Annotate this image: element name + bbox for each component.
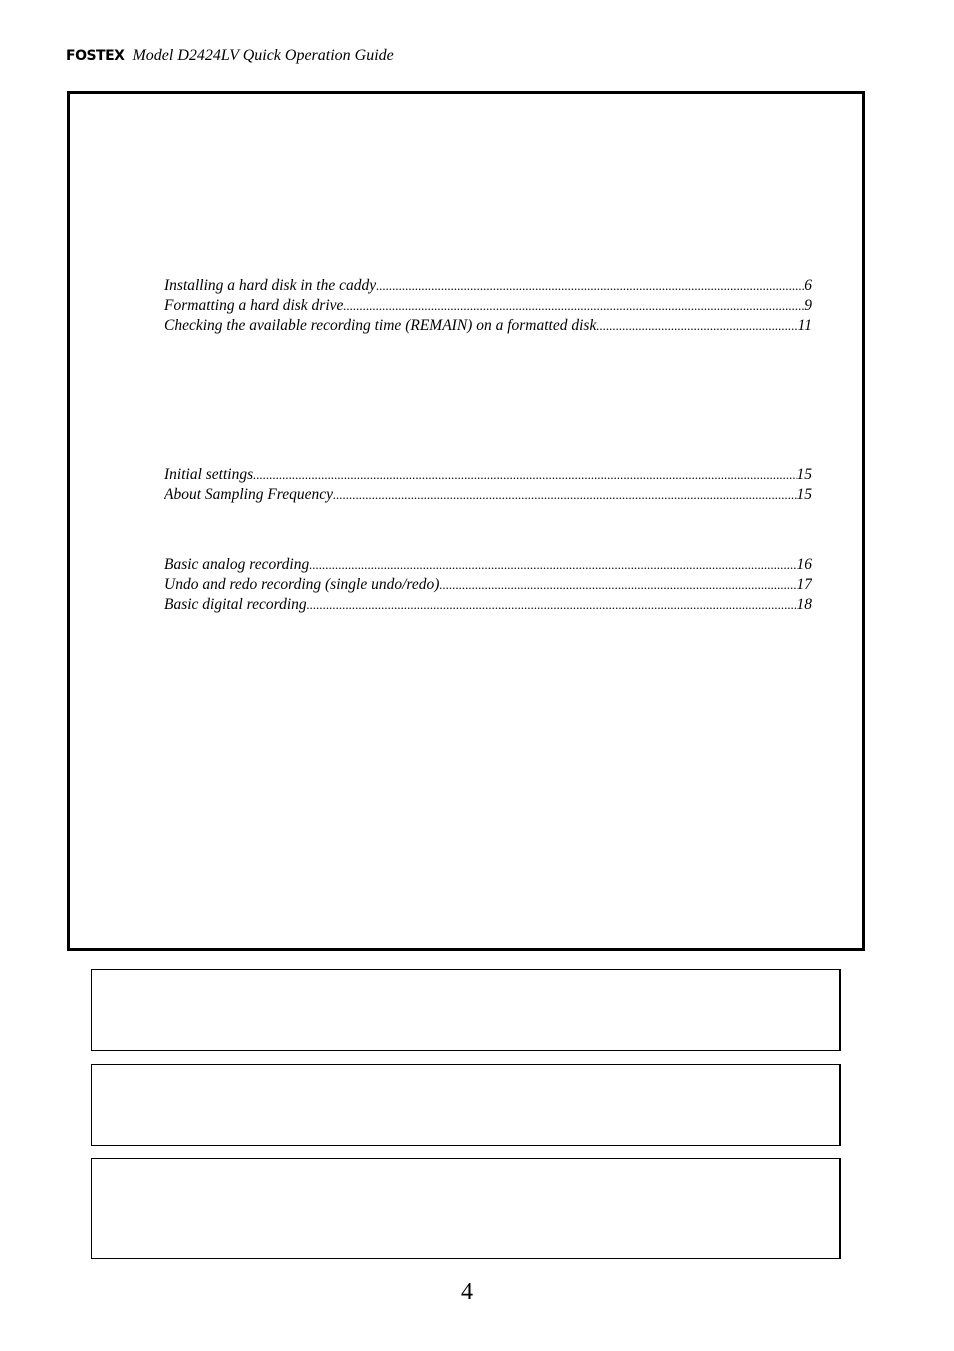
toc-entry-page: 16 — [796, 556, 812, 573]
toc-entry[interactable] — [164, 555, 812, 575]
toc-dot-leader — [307, 595, 797, 615]
toc-entry-page: 17 — [796, 576, 812, 593]
toc-dot-leader — [333, 485, 796, 505]
toc-entry-title: Undo and redo recording (single undo/redo) — [164, 576, 440, 593]
brand-logo: FOSTEX — [66, 48, 125, 64]
toc-dot-leader — [376, 276, 804, 296]
toc-dot-leader — [343, 296, 804, 316]
toc-dot-leader — [253, 465, 796, 485]
toc-dot-leader — [309, 555, 796, 575]
toc-group-disk — [164, 276, 812, 336]
page-number: 4 — [461, 1279, 473, 1305]
toc-entry[interactable] — [164, 316, 812, 336]
toc-entry-page: 15 — [796, 486, 812, 503]
toc-group-settings — [164, 465, 812, 505]
toc-entry-page: 15 — [796, 466, 812, 483]
toc-entry-page: 11 — [797, 317, 812, 334]
note-box-2 — [91, 1064, 841, 1146]
toc-entry-title: Checking the available recording time (REMAIN) on a formatted disk — [164, 317, 597, 334]
toc-entry-title: Basic digital recording — [164, 596, 307, 613]
toc-dot-leader — [439, 575, 796, 595]
toc-entry[interactable] — [164, 276, 812, 296]
page-header — [66, 44, 394, 68]
toc-entry-title: Basic analog recording — [164, 556, 310, 573]
toc-entry[interactable] — [164, 595, 812, 615]
toc-entry-title: Formatting a hard disk drive — [164, 297, 344, 314]
note-box-3 — [91, 1158, 841, 1259]
header-title: Model D2424LV Quick Operation Guide — [132, 47, 394, 64]
toc-entry[interactable] — [164, 296, 812, 316]
toc-entry[interactable] — [164, 465, 812, 485]
toc-group-recording — [164, 555, 812, 615]
toc-dot-leader — [596, 316, 797, 336]
toc-entry-page: 9 — [804, 297, 812, 314]
note-box-1 — [91, 969, 841, 1051]
toc-entry[interactable] — [164, 575, 812, 595]
toc-entry-title: Installing a hard disk in the caddy — [164, 277, 377, 294]
contents-box — [67, 91, 865, 951]
toc-entry-title: Initial settings — [164, 466, 254, 483]
toc-entry[interactable] — [164, 485, 812, 505]
toc-entry-page: 6 — [804, 277, 812, 294]
toc-entry-title: About Sampling Frequency — [164, 486, 334, 503]
toc-entry-page: 18 — [796, 596, 812, 613]
